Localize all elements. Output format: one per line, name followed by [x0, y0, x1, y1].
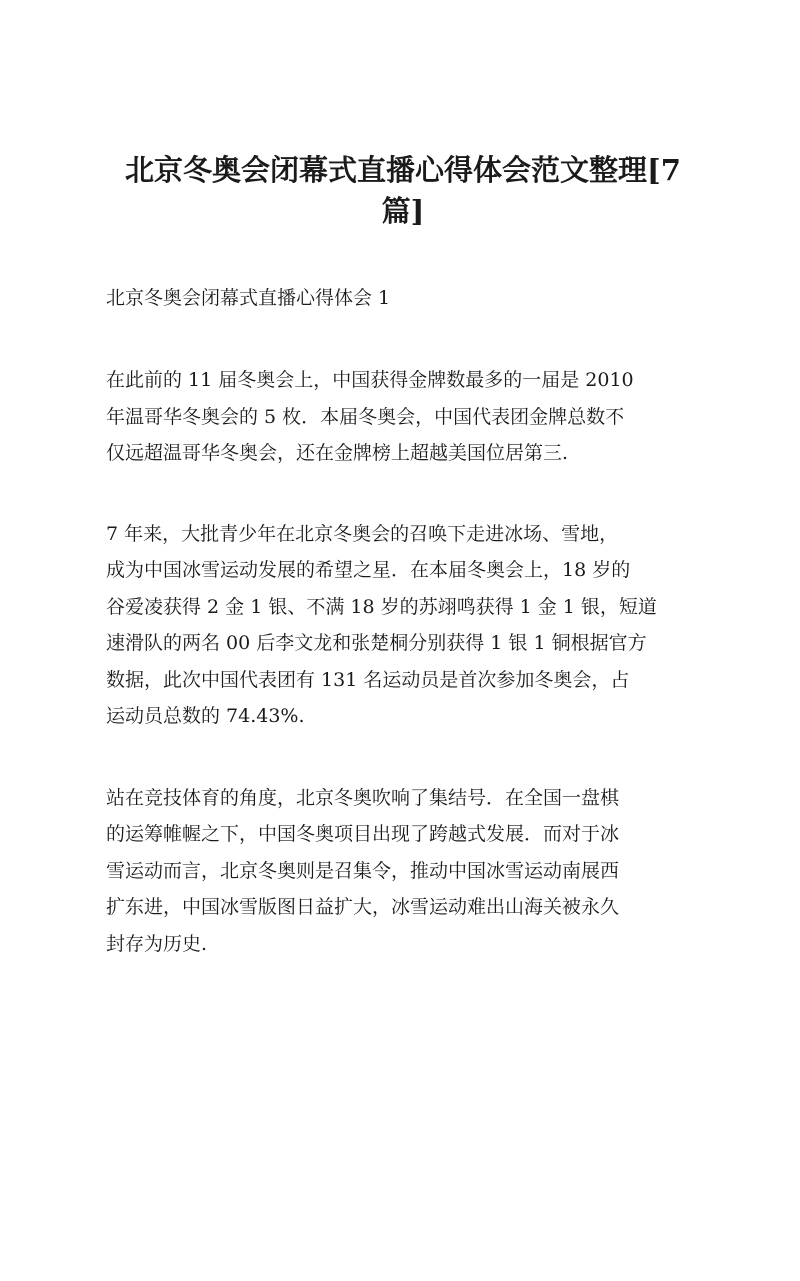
paragraph-3 — [106, 780, 700, 963]
paragraph-1 — [106, 362, 700, 472]
title-line-1: 北京冬奥会闭幕式直播心得体会范文整理[7 — [125, 153, 681, 187]
section-heading: 北京冬奥会闭幕式直播心得体会 1 — [106, 287, 391, 309]
paragraph-line: 扩东进，中国冰雪版图日益扩大，冰雪运动难出山海关被永久 — [106, 896, 620, 918]
paragraph-line: 速滑队的两名 00 后李文龙和张楚桐分别获得 1 银 1 铜根据官方 — [106, 632, 647, 654]
paragraph-line: 年温哥华冬奥会的 5 枚．本届冬奥会，中国代表团金牌总数不 — [106, 405, 625, 428]
paragraph-line: 数据，此次中国代表团有 131 名运动员是首次参加冬奥会，占 — [106, 668, 630, 691]
document-page — [0, 150, 800, 1281]
paragraph-line: 运动员总数的 74.43%. — [106, 705, 305, 727]
paragraph-line: 的运筹帷幄之下，中国冬奥项目出现了跨越式发展．而对于冰 — [106, 823, 620, 845]
paragraph-line: 成为中国冰雪运动发展的希望之星．在本届冬奥会上，18 岁的 — [106, 559, 631, 581]
title-line-2: 篇] — [381, 194, 425, 228]
paragraph-2 — [106, 516, 700, 735]
paragraph-line: 谷爱凌获得 2 金 1 银、不满 18 岁的苏翊鸣获得 1 金 1 银，短道 — [106, 595, 657, 618]
paragraph-line: 在此前的 11 届冬奥会上，中国获得金牌数最多的一届是 2010 — [106, 369, 634, 391]
paragraph-line: 封存为历史. — [106, 932, 208, 955]
paragraph-line: 雪运动而言，北京冬奥则是召集令，推动中国冰雪运动南展西 — [106, 859, 620, 882]
paragraph-line: 仅远超温哥华冬奥会，还在金牌榜上超越美国位居第三. — [106, 442, 569, 464]
paragraph-line: 站在竞技体育的角度，北京冬奥吹响了集结号．在全国一盘棋 — [106, 786, 620, 809]
document-title — [106, 150, 700, 232]
paragraph-line: 7 年来，大批青少年在北京冬奥会的召唤下走进冰场、雪地， — [106, 522, 619, 545]
